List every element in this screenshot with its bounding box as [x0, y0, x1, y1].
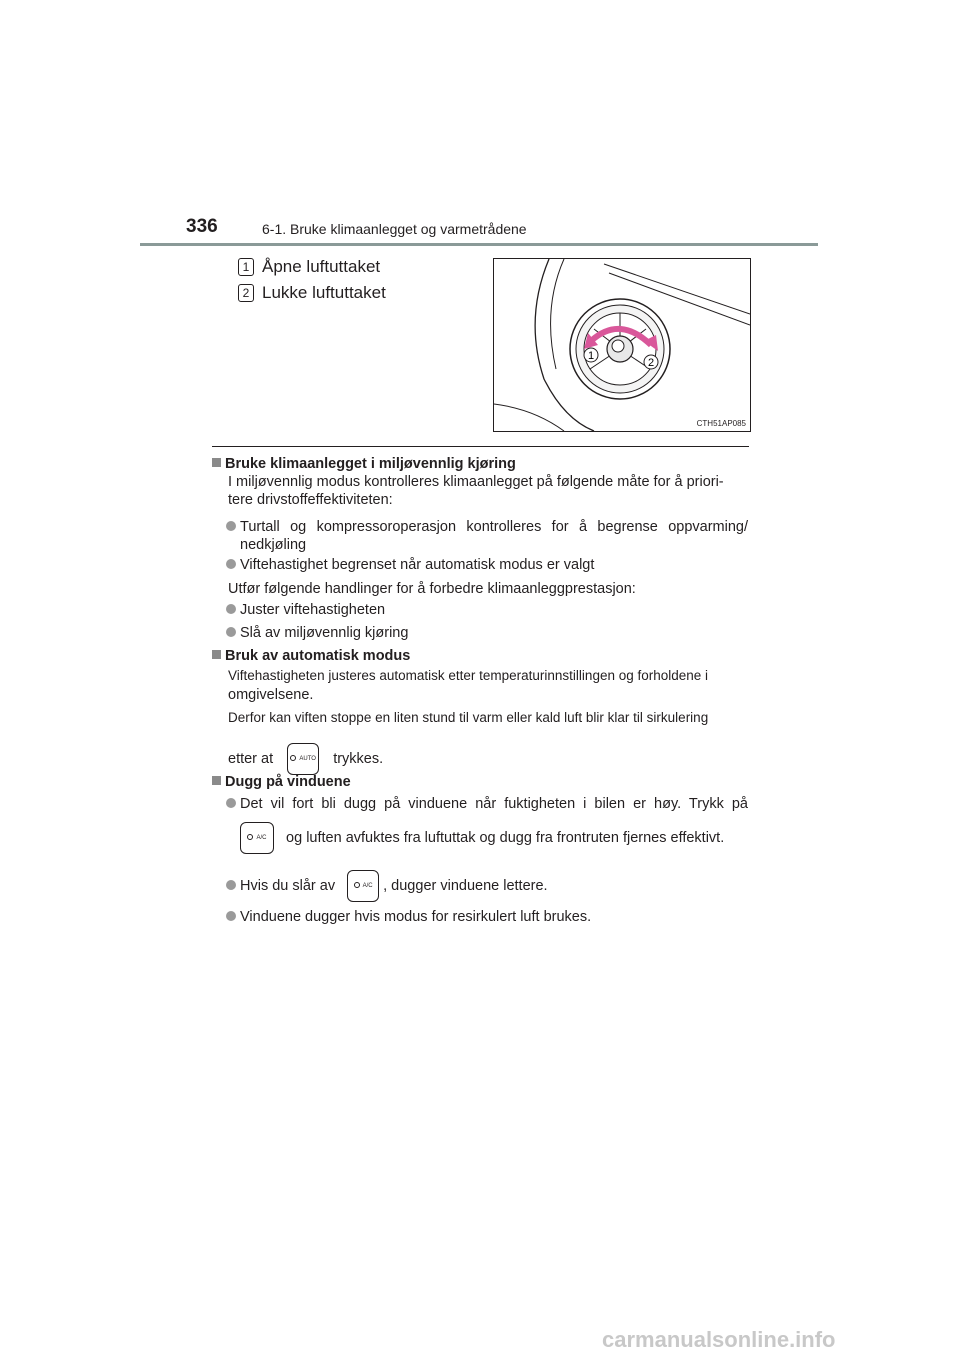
eco-bullet-1 — [226, 518, 240, 536]
section-eco-heading: Bruke klimaanlegget i miljøvennlig kjøring — [212, 455, 516, 473]
auto-line4: etter at AUTO trykkes. — [228, 743, 383, 775]
eco-bullet-1-line2: nedkjøling — [240, 537, 307, 553]
fog-bullet-1-line1: Det vil fort bli dugg på vinduene når fuktigheten i bilen er høy. Trykk på — [240, 796, 748, 812]
legend-item-close — [238, 282, 386, 303]
eco-intro-line1: I miljøvennlig modus kontrolleres klimaanlegget på følgende måte for å priori- — [228, 474, 724, 490]
eco-lead: Utfør følgende handlinger for å forbedre klimaanleggprestasjon: — [228, 581, 636, 597]
vent-drawing — [494, 259, 750, 431]
legend-item-open — [238, 256, 380, 277]
auto-line3: Derfor kan viften stoppe en liten stund til varm eller kald luft blir klar til sirkulering — [228, 710, 709, 725]
eco-intro-line2: tere drivstoffeffektiviteten: — [228, 492, 393, 508]
callout-1: 1 — [587, 350, 595, 362]
round-bullet-icon — [226, 880, 236, 890]
vent-illustration — [493, 258, 751, 432]
eco-bullet-2: Viftehastighet begrenset når automatisk modus er valgt — [226, 556, 594, 574]
watermark: carmanualsonline.info — [602, 1327, 836, 1352]
header-rule — [140, 243, 818, 246]
ac-button-icon: A/C — [240, 822, 274, 854]
fog-bullet-3: Vinduene dugger hvis modus for resirkulert luft brukes. — [226, 908, 591, 926]
eco-bullet-4: Slå av miljøvennlig kjøring — [226, 624, 408, 642]
round-bullet-icon — [226, 521, 236, 531]
round-bullet-icon — [226, 559, 236, 569]
callout-2: 2 — [647, 357, 655, 369]
square-bullet-icon — [212, 458, 221, 467]
round-bullet-icon — [226, 911, 236, 921]
page-number: 336 — [186, 216, 218, 237]
ac-button-icon: A/C — [347, 870, 379, 902]
chapter-title: 6-1. Bruke klimaanlegget og varmetrådene — [262, 221, 527, 237]
square-bullet-icon — [212, 650, 221, 659]
eco-bullet-1-line1: Turtall og kompressoroperasjon kontrolleres for å begrense oppvarming/ — [240, 519, 748, 535]
section-fog-heading: Dugg på vinduene — [212, 773, 351, 791]
legend-number: 2 — [238, 284, 254, 302]
auto-line1: Viftehastigheten justeres automatisk etter temperaturinnstillingen og forholdene i — [228, 668, 709, 683]
legend-label: Åpne luftuttaket — [262, 256, 381, 276]
legend-label: Lukke luftuttaket — [262, 282, 386, 302]
square-bullet-icon — [212, 776, 221, 785]
fog-bullet-1-line2: A/C og luften avfuktes fra luftuttak og dugg fra frontruten fjernes effektivt. — [240, 822, 724, 854]
section-auto-heading: Bruk av automatisk modus — [212, 647, 410, 665]
eco-bullet-3: Juster viftehastigheten — [226, 601, 385, 619]
separator-rule — [212, 446, 749, 447]
fog-bullet-2: Hvis du slår av A/C , dugger vinduene lettere. — [226, 870, 548, 902]
figure-code: CTH51AP085 — [696, 419, 746, 428]
auto-button-icon: AUTO — [287, 743, 319, 775]
legend-number: 1 — [238, 258, 254, 276]
round-bullet-icon — [226, 798, 236, 808]
fog-bullet-1 — [226, 795, 240, 813]
round-bullet-icon — [226, 604, 236, 614]
round-bullet-icon — [226, 627, 236, 637]
auto-line2: omgivelsene. — [228, 687, 314, 703]
